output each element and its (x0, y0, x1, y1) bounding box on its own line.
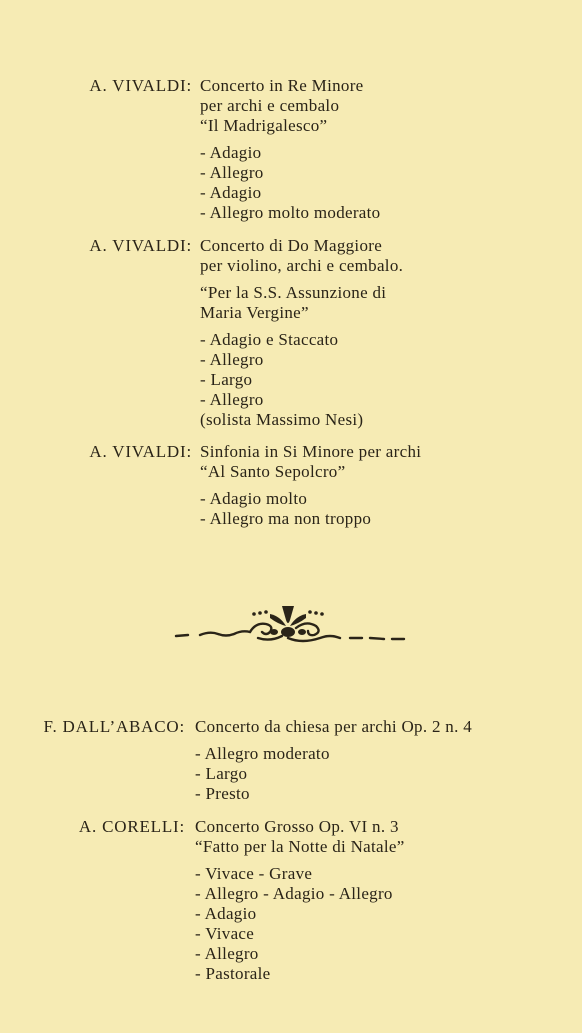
movement-item: - Allegro (195, 944, 259, 963)
composer-name: A. VIVALDI: (89, 236, 192, 255)
movement-item: - Presto (195, 784, 250, 803)
composer-name: F. DALL’ABACO: (43, 717, 185, 736)
movement-item: - Vivace (195, 924, 255, 943)
work-title-line: per archi e cembalo (200, 96, 340, 115)
work-details (195, 817, 405, 984)
work-details (200, 236, 403, 430)
movement-item: - Vivace - Grave (195, 864, 313, 883)
ornamental-flourish-icon (170, 598, 410, 654)
work-title-line: per violino, archi e cembalo. (200, 256, 404, 275)
movement-item: - Allegro (200, 163, 264, 182)
movement-item: - Adagio (200, 183, 262, 202)
work-title-line: Concerto Grosso Op. VI n. 3 (195, 817, 399, 836)
composer-name: A. VIVALDI: (89, 76, 192, 95)
work-subtitle-line: Maria Vergine” (200, 303, 309, 322)
movement-item: - Largo (195, 764, 248, 783)
composer-name: A. CORELLI: (78, 817, 185, 836)
movement-item: - Adagio molto (200, 489, 308, 508)
work-title-line: Concerto di Do Maggiore (200, 236, 383, 255)
work-details (200, 76, 380, 223)
movement-item: - Largo (200, 370, 253, 389)
composer-name: A. VIVALDI: (89, 442, 192, 461)
movement-item: - Allegro - Adagio - Allegro (195, 884, 393, 903)
movement-item: - Pastorale (195, 964, 271, 983)
movement-item: - Allegro (200, 350, 264, 369)
movement-item: - Adagio (195, 904, 257, 923)
work-title-line: “Al Santo Sepolcro” (200, 462, 346, 481)
work-subtitle-line: “Per la S.S. Assunzione di (200, 283, 387, 302)
movement-item: - Adagio e Staccato (200, 330, 339, 349)
work-title-line: Concerto da chiesa per archi Op. 2 n. 4 (195, 717, 472, 736)
work-details (195, 717, 472, 804)
movement-item: - Allegro (200, 390, 264, 409)
work-title-line: Sinfonia in Si Minore per archi (200, 442, 422, 461)
work-details (200, 442, 421, 529)
movement-item: - Allegro molto moderato (200, 203, 381, 222)
work-title-line: “Il Madrigalesco” (200, 116, 328, 135)
movement-item: - Allegro moderato (195, 744, 330, 763)
work-title-line: Concerto in Re Minore (200, 76, 364, 95)
work-title-line: “Fatto per la Notte di Natale” (195, 837, 405, 856)
soloist-note: (solista Massimo Nesi) (200, 410, 364, 429)
movement-item: - Allegro ma non troppo (200, 509, 372, 528)
movement-item: - Adagio (200, 143, 262, 162)
